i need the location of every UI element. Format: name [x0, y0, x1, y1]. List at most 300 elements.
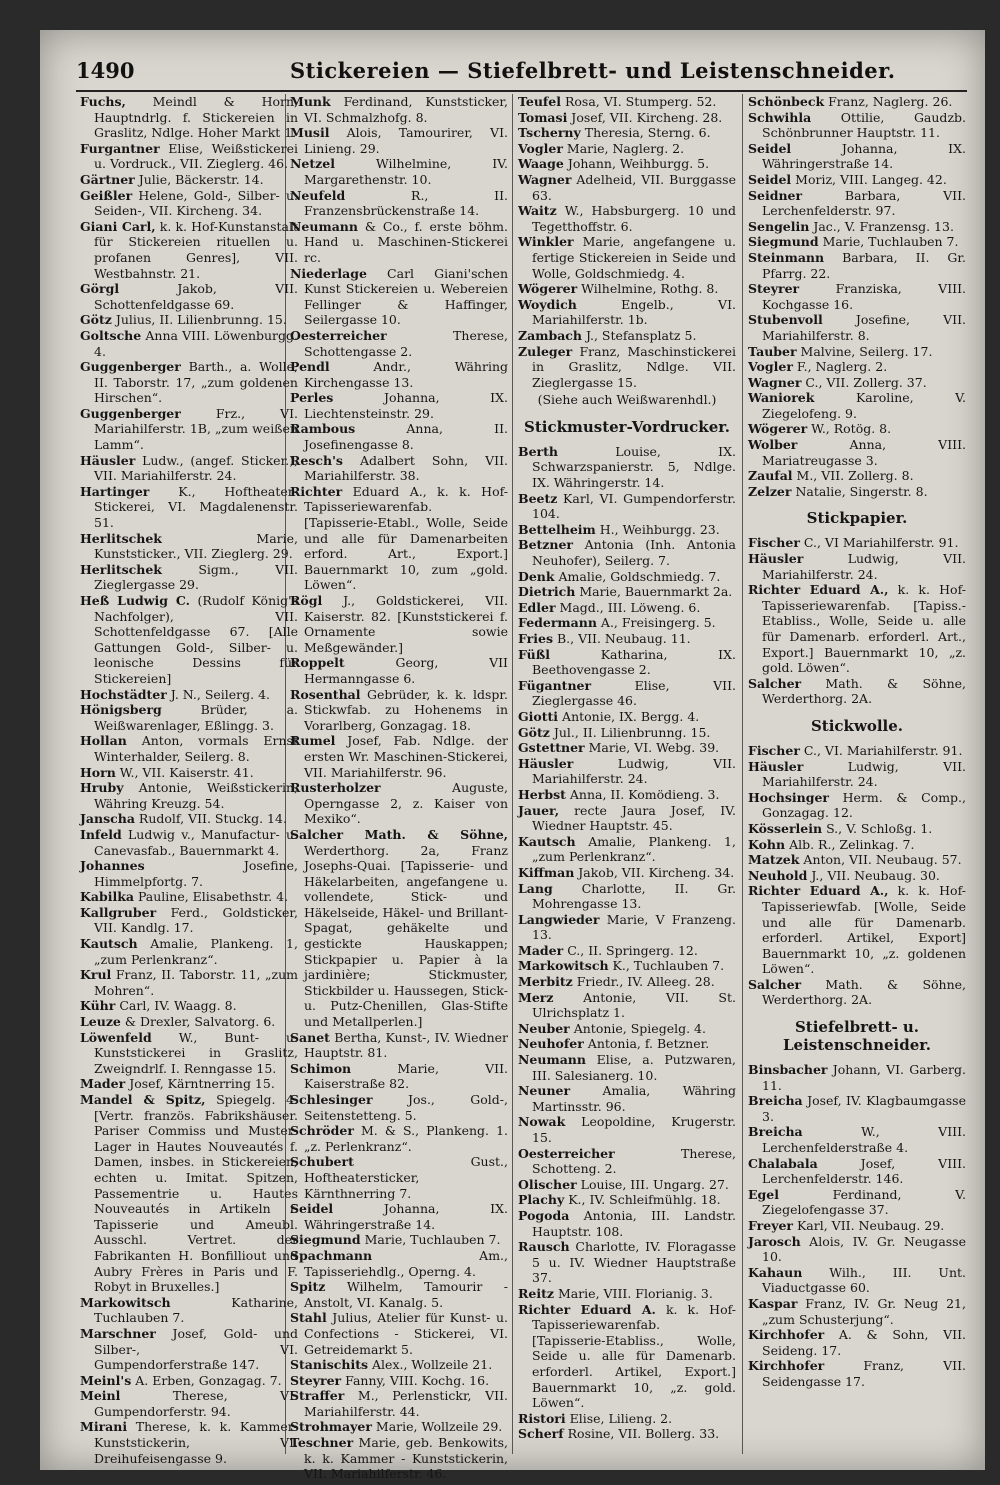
directory-entry: [748, 234, 966, 250]
entry-name: Rambous: [290, 421, 356, 437]
entry-name: Teschner: [290, 1435, 354, 1451]
entry-name: Kirchhofer: [748, 1327, 825, 1343]
entry-name: Waitz: [518, 203, 557, 219]
directory-entry: [80, 328, 298, 359]
entry-name: Giotti: [518, 708, 559, 724]
directory-entry: [518, 1192, 736, 1208]
entry-name: Schlesinger: [290, 1092, 373, 1107]
entry-details: k. k. Hof-Tapisseriewarenfab. [Tapisserie-Etabliss., Wolle, Seide u. alle für Damenarb. erforderl. Artikel, Export.] Bauernmarkt 10, „z. gold. Löwen“.: [532, 1301, 736, 1411]
entry-details: Amalie, Plankeng. 1, „zum Perlenkranz“.: [94, 936, 298, 967]
entry-name: Spitz: [290, 1279, 326, 1295]
directory-entry: [80, 1014, 298, 1030]
directory-entry: [518, 1146, 736, 1177]
directory-entry: [518, 537, 736, 568]
entry-details: Therese, Schottengasse 2.: [304, 327, 508, 359]
entry-name: Herbst: [518, 786, 566, 802]
directory-entry: [748, 676, 966, 707]
directory-entry: [290, 780, 508, 827]
entry-name: Fries: [518, 631, 553, 646]
entry-details: Natalie, Singerstr. 8.: [791, 483, 928, 499]
directory-entry: [290, 593, 508, 655]
entry-name: Seidel: [748, 140, 792, 156]
entry-details: Sigm., VII. Zieglergasse 29.: [94, 561, 298, 593]
entry-name: Häusler: [748, 551, 804, 567]
entry-details: Engelb., VI. Mariahilferstr. 1b.: [532, 296, 736, 328]
entry-name: Pendl: [290, 359, 330, 375]
cross-reference-note: (Siehe auch Weißwarenhdl.): [537, 392, 717, 408]
entry-details: Jul., II. Lilienbrunng. 15.: [549, 724, 711, 740]
entry-details: Therese, Schotteng. 2.: [532, 1145, 736, 1177]
directory-entry: [748, 250, 966, 281]
entry-details: Julius, Atelier für Kunst- u. Confections - Stickerei, VI. Getreidemarkt 5.: [304, 1310, 508, 1357]
directory-entry: [290, 94, 508, 125]
entry-details: Antonie, VII. St. Ulrichsplatz 1.: [532, 989, 736, 1021]
entry-details: J., Goldstickerei, VII. Kaiserstr. 82. [Kunststickerei f. Ornamente sowie Meßgewänder.]: [304, 593, 508, 655]
entry-name: Kahaun: [748, 1264, 803, 1280]
entry-name: Fischer: [748, 742, 800, 758]
entry-details: Ludwig, VII. Mariahilferstr. 24.: [762, 551, 966, 582]
entry-details: Carl Giani'schen Kunst Stickereien u. Webereien Fellinger & Haffinger, Seilergasse 10.: [304, 265, 508, 328]
entry-name: Kaspar: [748, 1295, 798, 1311]
entry-details: Herm. & Comp., Gonzagag. 12.: [762, 789, 966, 821]
entry-details: Rosine, VII. Bollerg. 33.: [563, 1426, 720, 1442]
entry-details: Wilhelm, Tamourir - Anstolt, VI. Kanalg. 5.: [304, 1279, 508, 1310]
entry-details: J. N., Seilerg. 4.: [166, 686, 271, 702]
entry-details: Anna VIII. Löwenburgg. 4.: [94, 327, 298, 359]
column-1: [80, 94, 298, 1466]
directory-entry: [748, 110, 966, 141]
directory-entry: [518, 1021, 736, 1037]
directory-entry: [518, 328, 736, 344]
entry-name: Perles: [290, 390, 334, 406]
entry-details: Franz, II. Taborstr. 11, „zum Mohren“.: [94, 967, 298, 998]
entry-details: Josef, IV. Klagbaumgasse 3.: [762, 1093, 966, 1124]
entry-name: Kallgruber: [80, 904, 157, 920]
entry-name: Musil: [290, 125, 330, 141]
entry-details: Spiegelg. 4. [Vertr. französ. Fabrikshäuser. Pariser Commiss und Muster-Lager in Hautes Nouveautés f. Damen, insbes. in Stickereien, echten u. Imitat. Spitzen, Passementrie u. Hautes Nouveautés in Artikeln f. Tapisserie und Ameubl. Ausschl. Vertret. der Fabrikanten H. Bonfilliout und Aubry Frères in Paris und F. Robyt in Bruxelles.]: [94, 1092, 298, 1295]
entry-name: Wolber: [748, 437, 798, 453]
entry-name: Vogler: [518, 140, 563, 156]
entry-name: Oesterreicher: [518, 1145, 615, 1161]
entry-name: Wagner: [748, 374, 802, 390]
entry-name: Sanet: [290, 1029, 330, 1045]
entry-name: Kirchhofer: [748, 1358, 825, 1374]
entry-details: Alois, Tamourirer, VI. Linieng. 29.: [304, 125, 508, 156]
directory-entry: [290, 827, 508, 1030]
directory-entry: [80, 188, 298, 219]
section-heading-stiefelbrett: Stiefelbrett- u. Leistenschneider.: [782, 1018, 932, 1055]
entry-name: Seidner: [748, 187, 803, 203]
entry-name: Richter Eduard A.,: [748, 883, 889, 899]
entry-name: Wögerer: [518, 281, 578, 297]
entry-name: Neuber: [518, 1020, 570, 1036]
entry-name: Lang: [518, 880, 553, 896]
directory-entry: [748, 359, 966, 375]
entry-details: Marie, Tuchlauben 7.: [818, 234, 959, 250]
directory-entry: [80, 312, 298, 328]
entry-name: Plachy: [518, 1192, 565, 1208]
entry-name: Richter Eduard A.: [518, 1301, 656, 1317]
directory-entry: [80, 1419, 298, 1466]
directory-entry: [80, 702, 298, 733]
directory-entry: [748, 1265, 966, 1296]
directory-entry: [80, 172, 298, 188]
entry-name: Guggenberger: [80, 359, 181, 375]
directory-entry: [290, 328, 508, 359]
directory-entry: [80, 827, 298, 858]
entry-details: & Co., f. erste böhm. Hand u. Maschinen-Stickerei rc.: [304, 218, 508, 265]
entry-name: Richter Eduard A.,: [748, 582, 889, 598]
section-heading-stickmuster: Stickmuster-Vordrucker.: [523, 417, 730, 436]
entry-name: Fuchs,: [80, 94, 126, 109]
entry-details: Josef, VIII. Lerchenfelderstr. 146.: [762, 1155, 966, 1187]
entry-name: Resch's: [290, 452, 343, 468]
entry-name: Edler: [518, 599, 556, 615]
entry-details: Frz., VI. Mariahilferstr. 1B, „zum weißen Lamm“.: [94, 405, 298, 453]
entry-name: Beetz: [518, 490, 558, 506]
directory-entry: [80, 858, 298, 889]
directory-entry: [748, 375, 966, 391]
directory-entry: [290, 655, 508, 686]
entry-name: Görgl: [80, 281, 120, 297]
entry-name: Neuner: [518, 1083, 571, 1099]
entry-details: Adalbert Sohn, VII. Mariahilferstr. 38.: [304, 452, 508, 484]
directory-entry: [80, 1373, 298, 1389]
directory-entry: [80, 1030, 298, 1077]
directory-entry: [518, 125, 736, 141]
directory-entry: [290, 1419, 508, 1435]
entry-name: Merz: [518, 989, 554, 1005]
entry-name: Denk: [518, 568, 555, 584]
entry-details: Anna, II. Komödieng. 3.: [565, 786, 720, 802]
directory-entry: [518, 1083, 736, 1114]
entry-details: Am., Tapisseriehdlg., Operng. 4.: [304, 1247, 508, 1279]
entry-name: Häusler: [80, 452, 136, 468]
entry-name: Schröder: [290, 1123, 354, 1139]
directory-entry: [518, 803, 736, 834]
entry-details: Marie, VII. Kaiserstraße 82.: [304, 1060, 508, 1092]
directory-entry: [748, 1156, 966, 1187]
entry-details: Julie, Bäckerstr. 14.: [134, 171, 264, 187]
entry-name: Infeld: [80, 826, 122, 842]
directory-entry: [518, 1208, 736, 1239]
entry-name: Steinmann: [748, 249, 825, 265]
entry-details: Marie, angefangene u. fertige Stickereien in Seide und Wolle, Goldschmiedg. 4.: [532, 234, 736, 281]
entry-details: Marie, geb. Benkowits, k. k. Kammer - Kunststickerin, VII. Mariahilferstr. 46.: [304, 1435, 508, 1482]
directory-entry: [80, 1076, 298, 1092]
entry-name: Steyrer: [290, 1372, 342, 1388]
entry-details: K., Tuchlauben 7.: [608, 958, 725, 974]
entry-name: Markowitsch: [80, 1294, 171, 1310]
entry-name: Stubenvoll: [748, 312, 823, 328]
page-number: 1490: [76, 58, 135, 83]
directory-entry: [518, 1036, 736, 1052]
directory-entry: [748, 759, 966, 790]
entry-name: Sengelin: [748, 218, 810, 234]
entry-details: Josef, VII. Kircheng. 28.: [567, 109, 723, 125]
directory-entry: [518, 1302, 736, 1411]
entry-name: Roppelt: [290, 655, 345, 671]
directory-entry: [80, 811, 298, 827]
entry-details: Antonia, III. Landstr. Hauptstr. 108.: [532, 1207, 736, 1239]
entry-name: Breicha: [748, 1124, 803, 1140]
column-divider: [742, 94, 743, 1454]
directory-entry: [748, 421, 966, 437]
directory-entry: [290, 1248, 508, 1279]
directory-entry: [80, 889, 298, 905]
entry-details: Barbara, II. Gr. Pfarrg. 22.: [762, 249, 966, 281]
entry-name: Munk: [290, 94, 331, 109]
entry-details: Ferdinand, Kunststicker, VI. Schmalzhofg. 8.: [304, 94, 508, 125]
entry-name: Waniorek: [748, 390, 815, 406]
directory-entry: [518, 647, 736, 678]
entry-name: Löwenfeld: [80, 1029, 152, 1045]
entry-name: Olischer: [518, 1176, 577, 1192]
directory-entry: [290, 188, 508, 219]
entry-name: Tscherny: [518, 125, 581, 141]
directory-entry: [518, 297, 736, 328]
directory-entry: [80, 562, 298, 593]
directory-entry: [748, 1062, 966, 1093]
entry-details: Alois, IV. Gr. Neugasse 10.: [762, 1233, 966, 1265]
directory-entry: [748, 94, 966, 110]
directory-entry: [748, 1358, 966, 1389]
entry-details: Julius, II. Lilienbrunng. 15.: [111, 312, 287, 328]
entry-name: Fügantner: [518, 677, 592, 693]
directory-entry: [748, 141, 966, 172]
directory-entry: [80, 141, 298, 172]
directory-entry: [748, 281, 966, 312]
entry-name: Tauber: [748, 343, 797, 359]
directory-entry: [518, 1426, 736, 1442]
entry-details: S., V. Schloßg. 1.: [822, 820, 933, 836]
directory-entry: [80, 967, 298, 998]
entry-name: Jarosch: [748, 1233, 801, 1249]
entry-details: Elise, a. Putzwaren, III. Salesianerg. 10.: [532, 1052, 736, 1083]
entry-details: Josefine, Himmelpfortg. 7.: [94, 858, 298, 889]
directory-entry: [748, 868, 966, 884]
entry-name: Spachmann: [290, 1247, 373, 1263]
directory-entry: [518, 990, 736, 1021]
entry-name: Stanischits: [290, 1357, 369, 1373]
directory-entry: [518, 344, 736, 391]
directory-entry: [80, 593, 298, 687]
directory-entry: [748, 172, 966, 188]
entry-details: C., VI. Mariahilferstr. 91.: [799, 742, 963, 758]
entry-name: Götz: [518, 724, 550, 740]
entry-name: Kiffman: [518, 864, 575, 880]
entry-name: Pogoda: [518, 1207, 570, 1223]
directory-entry: [518, 881, 736, 912]
entry-name: Guggenberger: [80, 405, 181, 421]
entry-name: Häusler: [748, 758, 804, 774]
directory-entry: [80, 219, 298, 281]
entry-name: Winkler: [518, 234, 574, 250]
entry-details: Ludw., (angef. Sticker.), VII. Mariahilferstr. 24.: [94, 452, 298, 484]
entry-details: Josefine, VII. Mariahilferstr. 8.: [762, 312, 966, 343]
entry-name: Götz: [80, 312, 112, 328]
entry-details: A. & Sohn, VII. Seideng. 17.: [762, 1327, 966, 1358]
entry-name: Merbitz: [518, 974, 573, 990]
directory-entry: [80, 780, 298, 811]
directory-entry: [518, 444, 736, 491]
entry-name: Egel: [748, 1186, 779, 1202]
directory-entry: [748, 852, 966, 868]
entry-details: Ferdinand, V. Ziegelofengasse 37.: [762, 1186, 966, 1218]
entry-details: Anton, vormals Ernst Winterhalder, Seilerg. 8.: [94, 733, 298, 764]
entry-name: Netzel: [290, 156, 335, 172]
entry-details: Josef, Kärntnerring 15.: [125, 1076, 275, 1092]
entry-details: Katharina, IX. Beethovengasse 2.: [532, 646, 736, 678]
directory-entry: [290, 1357, 508, 1373]
entry-details: Amalie, Plankeng. 1, „zum Perlenkranz“.: [532, 833, 736, 865]
entry-name: Leuze: [80, 1014, 121, 1030]
entry-details: & Drexler, Salvatorg. 6.: [120, 1014, 276, 1030]
entry-name: Gärtner: [80, 171, 135, 187]
directory-entry: [748, 1187, 966, 1218]
entry-details: Gust., Hoftheatersticker, Kärnthnerring 7.: [304, 1154, 508, 1201]
entry-name: Salcher: [748, 976, 802, 992]
entry-name: Furgantner: [80, 140, 160, 156]
entry-name: Matzek: [748, 852, 800, 868]
entry-details: Math. & Söhne, Werderthorg. 2A.: [762, 675, 966, 707]
entry-details: Jos., Gold-, Seitenstetteng. 5.: [304, 1092, 508, 1123]
directory-entry: [748, 743, 966, 759]
directory-entry: [518, 172, 736, 203]
directory-entry: [290, 1123, 508, 1154]
directory-entry: [290, 1279, 508, 1310]
entry-name: Herlitschek: [80, 530, 162, 546]
directory-entry: [80, 733, 298, 764]
entry-name: Mader: [518, 942, 564, 958]
entry-details: Ottilie, Gaudzb. Schönbrunner Hauptstr. 11.: [762, 109, 966, 141]
directory-entry: [748, 1327, 966, 1358]
entry-details: Karoline, V. Ziegelofeng. 9.: [762, 390, 966, 421]
directory-entry: [518, 709, 736, 725]
page-header: [40, 58, 985, 88]
directory-entry: [518, 156, 736, 172]
directory-entry: [748, 390, 966, 421]
directory-entry: [290, 1388, 508, 1419]
entry-details: Ludwig, VII. Mariahilferstr. 24.: [762, 758, 966, 790]
directory-entry: [518, 1052, 736, 1083]
entry-name: Rosenthal: [290, 686, 361, 702]
entry-name: Schubert: [290, 1154, 354, 1170]
entry-details: Marie, Naglerg. 2.: [562, 140, 685, 156]
entry-name: Schwihla: [748, 109, 812, 125]
entry-details: Johann, Weihburgg. 5.: [563, 156, 710, 172]
directory-entry: [290, 359, 508, 390]
entry-name: Goltsche: [80, 327, 142, 343]
entry-details: Elise, Lilieng. 2.: [565, 1410, 673, 1426]
directory-entry: [748, 535, 966, 551]
entry-name: Janscha: [80, 811, 135, 827]
entry-name: Wögerer: [748, 421, 808, 437]
entry-name: Teufel: [518, 94, 561, 109]
directory-entry: [290, 156, 508, 187]
directory-entry: [80, 1092, 298, 1295]
entry-details: Eduard A., k. k. Hof-Tapisseriewarenfab. [Tapisserie-Etabl., Wolle, Seide und alle für Damenarbeiten erford. Art., Export.] Bauernmarkt 10, zum „gold. Löwen“.: [304, 483, 508, 593]
entry-name: Oesterreicher: [290, 327, 387, 343]
entry-name: Strohmayer: [290, 1419, 372, 1435]
entry-name: Rausch: [518, 1239, 570, 1255]
entry-details: Franz, Naglerg. 26.: [824, 94, 953, 109]
directory-entry: [748, 344, 966, 360]
section-heading-stickpapier: Stickpapier.: [806, 509, 908, 528]
entry-details: Antonie, IX. Bergg. 4.: [558, 708, 700, 724]
entry-details: Ferd., Goldsticker, VII. Kandlg. 17.: [94, 904, 298, 936]
entry-name: Wagner: [518, 171, 572, 187]
directory-entry: [518, 569, 736, 585]
entry-name: Salcher Math. & Söhne,: [290, 826, 508, 842]
column-divider: [512, 94, 513, 1454]
entry-details: Fanny, VIII. Kochg. 16.: [341, 1372, 490, 1388]
entry-name: Markowitsch: [518, 958, 609, 974]
column-4: [748, 94, 966, 1390]
directory-entry: [748, 1124, 966, 1155]
directory-entry: [748, 790, 966, 821]
entry-details: k. k. Hof-Tapisseriewarenfab. [Tapiss.-Etabliss., Wolle, Seide u. alle für Damenarb. erforderl. Art., Export.] Bauernmarkt 10, „z. gold. Löwen“.: [762, 582, 966, 676]
entry-name: Heß Ludwig C.: [80, 593, 191, 608]
directory-entry: [80, 998, 298, 1014]
entry-name: Neufeld: [290, 187, 346, 203]
entry-details: Auguste, Operngasse 2, z. Kaiser von Mexiko“.: [304, 780, 508, 827]
directory-entry: [748, 188, 966, 219]
entry-details: W., Rotög. 8.: [807, 421, 892, 437]
entry-details: Jakob, VII. Kircheng. 34.: [574, 864, 735, 880]
entry-name: Stahl: [290, 1310, 327, 1326]
entry-details: Georg, VII Hermanngasse 6.: [304, 655, 508, 686]
entry-details: Antonia (Inh. Antonia Neuhofer), Seilerg. 7.: [532, 537, 736, 569]
directory-entry: [80, 1326, 298, 1373]
entry-name: Federmann: [518, 615, 597, 631]
directory-page: [40, 30, 985, 1482]
entry-details: Jakob, VII. Schottenfeldgasse 69.: [94, 281, 298, 312]
entry-name: Langwieder: [518, 911, 600, 927]
directory-entry: [748, 837, 966, 853]
entry-name: Richter: [290, 483, 343, 499]
directory-entry: [748, 977, 966, 1008]
directory-entry: [748, 1093, 966, 1124]
directory-entry: [518, 141, 736, 157]
entry-name: Kautsch: [80, 936, 138, 952]
directory-entry: [518, 110, 736, 126]
entry-name: Vogler: [748, 359, 793, 375]
directory-entry: [748, 883, 966, 977]
directory-entry: [748, 219, 966, 235]
entry-name: Gstettner: [518, 740, 585, 756]
entry-name: Hönigsberg: [80, 702, 162, 718]
column-2: [290, 94, 508, 1482]
entry-details: K., Hoftheater-Stickerei, VI. Magdalenenstr. 51.: [94, 483, 298, 531]
entry-details: Anton, VII. Neubaug. 57.: [799, 852, 962, 868]
directory-entry: [518, 94, 736, 110]
entry-name: Hartinger: [80, 483, 150, 499]
entry-name: Nowak: [518, 1114, 566, 1130]
entry-details: Charlotte, II. Gr. Mohrengasse 13.: [532, 880, 736, 912]
entry-details: Adelheid, VII. Burggasse 63.: [532, 171, 736, 203]
entry-details: Marie, Kunststicker., VII. Zieglerg. 29.: [94, 530, 298, 562]
entry-name: Neuhofer: [518, 1036, 584, 1052]
entry-details: Antonia, f. Betzner.: [583, 1036, 710, 1052]
entry-name: Schönbeck: [748, 94, 825, 109]
entry-details: Josef, Gold- und Silber-, VI. Gumpendorferstraße 147.: [94, 1325, 298, 1373]
directory-entry: [290, 390, 508, 421]
entry-name: Zuleger: [518, 343, 573, 359]
directory-entry: [518, 865, 736, 881]
entry-name: Tomasi: [518, 109, 568, 125]
directory-entry: [518, 756, 736, 787]
